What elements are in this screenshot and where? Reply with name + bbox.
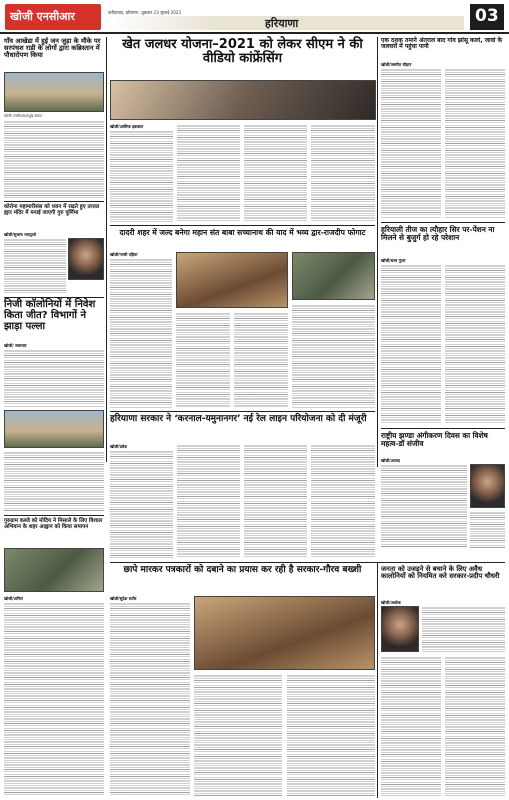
article-photo (176, 252, 288, 308)
date-line: फरीदाबाद, हरियाणा, शुक्रवार 23 जुलाई 2021 (108, 10, 182, 15)
article-photo (4, 410, 104, 448)
article-body (311, 124, 375, 222)
article-body (4, 349, 104, 407)
article-body (381, 264, 441, 424)
article-body (176, 312, 230, 408)
article-headline: जनता को उजड़ने से बचाने के लिए अवैध कालोनियों को नियमित करे सरकार-प्रदीप चौधरी (381, 565, 500, 581)
article-byline: खोजी/अशोक (381, 600, 401, 605)
article-body (234, 312, 288, 408)
divider (110, 225, 375, 226)
article-body (422, 606, 505, 652)
article-photo (4, 72, 104, 112)
article-body (4, 238, 66, 294)
divider (381, 222, 505, 223)
article-byline: खोजी/प्रवेश (110, 444, 127, 449)
article-byline: खोजी/अनिल (4, 596, 23, 601)
brand-name: खोजी एनसीआर (10, 10, 75, 23)
divider (381, 428, 505, 429)
article-body (194, 674, 282, 796)
divider (110, 411, 375, 412)
article-photo (292, 252, 375, 300)
article-byline: खोजी/सुदेश राठौर (110, 596, 137, 601)
article-byline: खोजी एनसीआर/प्रमुख संवाद (4, 114, 42, 118)
divider (4, 297, 104, 298)
article-body (381, 656, 441, 796)
article-byline: खोजी/नरसी दहिया (110, 252, 138, 257)
masthead (0, 0, 509, 34)
column-rule (377, 562, 378, 798)
article-body (311, 444, 375, 558)
article-photo (68, 238, 104, 280)
divider (4, 515, 104, 516)
lead-headline: खेत जलधर योजना–2021 को लेकर सीएम ने की वीडियो कांफ्रेंसिंग (122, 37, 363, 67)
article-body (292, 304, 375, 408)
article-headline: छापे मारकर पत्रकारों को दबाने का प्रयास कर रही है सरकार-गौरव बख्शी (123, 565, 362, 575)
article-body (445, 264, 505, 424)
article-headline: राष्ट्रीय झण्डा अंगीकरण दिवस का विशेष महत्व-डॉ संजीव (381, 431, 488, 448)
lead-photo (110, 80, 376, 120)
divider (110, 562, 505, 563)
article-body (4, 451, 104, 511)
article-headline: निजी कॉलोनियों में निवेश किता जीत? विभागों ने झाड़ा पल्ला (4, 299, 96, 332)
article-byline: खोजी/जस्मीत चौहान (381, 62, 412, 67)
divider (4, 201, 104, 202)
article-headline: हरियाली तीज का त्यौहार सिर पर-पेंशन ना मिलने से बुजुर्ग हो रहे परेशान (381, 225, 495, 242)
article-byline: खोजी/आसिफ इकबाल (110, 124, 144, 129)
article-body (110, 258, 172, 408)
section-title: हरियाणा (265, 17, 299, 30)
article-body (110, 450, 173, 558)
article-body (445, 68, 505, 218)
article-body (177, 444, 240, 558)
article-body (177, 124, 240, 222)
article-body (110, 602, 190, 796)
article-headline: गाँव आखेडा में हुई जन जुड़ा के मौके पर सरपंचश राडी के लोगों द्वारा कब्रिस्तान में पौधारोपण किया (4, 37, 101, 60)
article-body (4, 602, 104, 796)
column-rule (106, 37, 107, 462)
article-body (445, 656, 505, 796)
article-body (287, 674, 375, 796)
article-headline: कोरोना महामारीसंस को ध्यान में रखते हुए तात्तल ह्यार मंदिर में मनाई जाएगी गुरु पूर्णिमा (4, 204, 100, 216)
article-body (381, 68, 441, 218)
article-photo (194, 596, 375, 670)
article-body (110, 130, 173, 222)
article-byline: खोजी/ समाचार (4, 343, 27, 348)
article-byline: खोजी/आजद (381, 458, 400, 463)
article-body (381, 464, 467, 548)
article-photo (381, 606, 419, 652)
article-photo (470, 464, 505, 508)
article-body (4, 120, 104, 198)
article-body (244, 124, 307, 222)
article-headline: एक दशक तमाने अंतराल बाद गांव झांसू कलां, जावां के जलघरों में पहुंचा पानी (381, 37, 503, 51)
article-photo (4, 548, 104, 592)
column-rule (377, 37, 378, 467)
article-byline: खोजी/सुभाष भारद्वाजे (4, 232, 36, 237)
article-headline: दादरी शहर में जल्द बनेगा महान संत बाबा सच्चानाथ की याद में भव्य द्वार-राजदीप फोगाट (119, 228, 366, 237)
page-number: 03 (475, 6, 499, 26)
article-headline: गुरुग्राम कब्जे को मोदिय ने मिसाले के लिए विशाल अभियान के शहर आह्वान को किया समापन (4, 518, 103, 530)
article-body (470, 511, 505, 548)
article-byline: खोजी/धरम गुप्ता (381, 258, 406, 263)
article-body (244, 444, 307, 558)
article-headline: हरियाणा सरकार ने ‘करनाल-यमुनानगर’ नई रेल लाइन परियोजना को दी मंजूरी (110, 414, 367, 424)
